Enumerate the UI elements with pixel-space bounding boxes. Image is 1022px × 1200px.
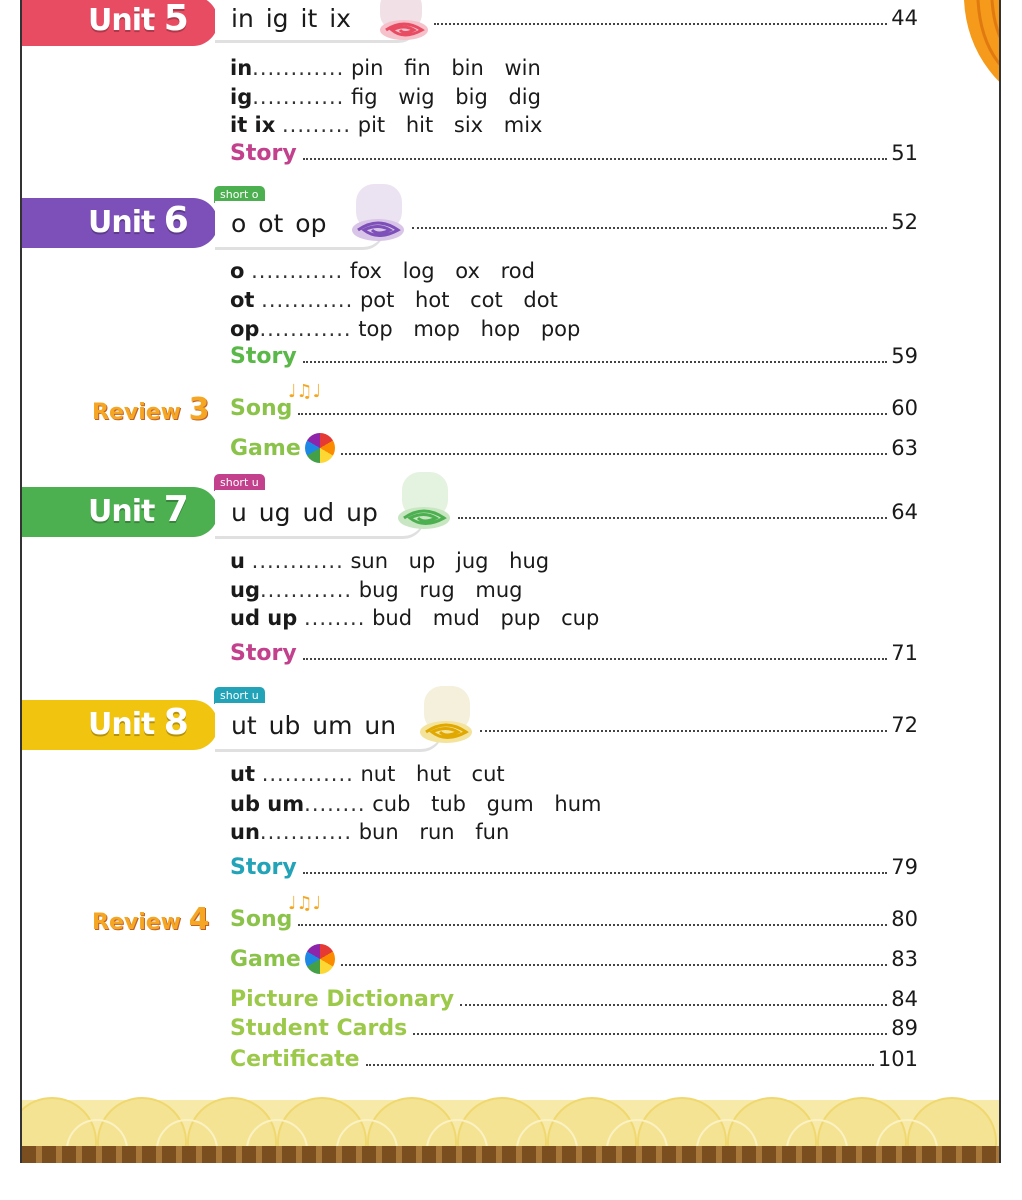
scroll-roll-icon — [416, 686, 476, 748]
unit7-row-2: ug............ bug rug mug — [230, 578, 523, 602]
unit7-toc-line[interactable] — [452, 500, 918, 528]
scroll-roll-icon — [394, 472, 454, 534]
scroll-roll-icon — [376, 0, 432, 44]
table-of-contents-page — [20, 0, 1001, 1163]
unit8-tag: short u — [214, 687, 265, 704]
unit6-toc-line[interactable] — [406, 210, 918, 238]
unit5-banner — [22, 0, 218, 46]
unit6-row-3: op............ top mop hop pop — [230, 317, 581, 341]
unit7-banner — [22, 487, 218, 537]
music-notes-icon: ♩♫♩ — [288, 381, 322, 402]
corner-decoration — [944, 0, 1001, 105]
unit5-row-1: in............ pin fin bin win — [230, 56, 541, 80]
unit6-label: Unit 6 — [88, 200, 188, 241]
unit8-banner — [22, 700, 218, 750]
unit8-label: Unit 8 — [88, 702, 188, 743]
footer-wave-decoration — [22, 1080, 1001, 1146]
unit7-label: Unit 7 — [88, 489, 188, 530]
color-wheel-icon — [305, 433, 335, 463]
review3-game: Game — [230, 436, 301, 461]
unit5-label: Unit 5 — [88, 0, 188, 39]
unit6-page: 52 — [891, 210, 918, 234]
review3-game-line[interactable]: Game 63 — [230, 425, 918, 453]
unit6-tag: short o — [214, 186, 265, 203]
student-cards: Student Cards — [230, 1016, 408, 1041]
unit5-story: Story — [230, 141, 297, 166]
music-notes-icon: ♩♫♩ — [288, 893, 322, 914]
certificate-line[interactable]: Certificate 101 — [230, 1047, 918, 1072]
unit6-title: o ot op — [231, 209, 327, 238]
unit6-row-1: o ............ fox log ox rod — [230, 259, 535, 283]
unit7-title: u ug ud up — [231, 498, 378, 527]
review4-song-line[interactable]: Song 80 — [230, 907, 918, 932]
unit8-story: Story — [230, 855, 297, 880]
unit7-row-3: ud up ........ bud mud pup cup — [230, 606, 600, 630]
unit7-story-line[interactable]: Story 71 — [230, 641, 918, 666]
unit6-row-2: ot ............ pot hot cot dot — [230, 288, 558, 312]
review4-song: Song — [230, 907, 293, 932]
unit8-story-line[interactable]: Story 79 — [230, 855, 918, 880]
color-wheel-icon — [305, 944, 335, 974]
unit6-story: Story — [230, 344, 297, 369]
unit8-page: 72 — [891, 713, 918, 737]
review3-song: Song — [230, 396, 293, 421]
unit8-title: ut ub um un — [231, 711, 397, 740]
student-cards-line[interactable]: Student Cards 89 — [230, 1016, 918, 1041]
unit5-page: 44 — [891, 6, 918, 30]
review4-game-line[interactable]: Game 83 — [230, 936, 918, 964]
certificate: Certificate — [230, 1047, 360, 1072]
unit5-row-2: ig............ fig wig big dig — [230, 85, 541, 109]
review3-label: Review 3 — [92, 392, 210, 427]
unit5-story-line[interactable]: Story 51 — [230, 141, 918, 166]
unit7-story: Story — [230, 641, 297, 666]
unit7-tag: short u — [214, 474, 265, 491]
unit8-toc-line[interactable] — [474, 713, 918, 741]
unit6-story-line[interactable]: Story 59 — [230, 344, 918, 369]
unit5-toc-line[interactable] — [428, 6, 918, 34]
picture-dictionary-line[interactable]: Picture Dictionary 84 — [230, 987, 918, 1012]
review4-label: Review 4 — [92, 902, 210, 937]
unit8-row-3: un............ bun run fun — [230, 820, 510, 844]
unit6-banner — [22, 198, 218, 248]
unit5-row-3: it ix ......... pit hit six mix — [230, 113, 543, 137]
review3-song-line[interactable]: Song 60 — [230, 396, 918, 421]
unit7-page: 64 — [891, 500, 918, 524]
unit8-row-1: ut ............ nut hut cut — [230, 762, 505, 786]
scroll-roll-icon — [348, 184, 408, 246]
unit5-title: in ig it ix — [231, 4, 351, 33]
picture-dictionary: Picture Dictionary — [230, 987, 455, 1012]
unit8-row-2: ub um........ cub tub gum hum — [230, 792, 602, 816]
review4-game: Game — [230, 947, 301, 972]
unit7-row-1: u ............ sun up jug hug — [230, 549, 550, 573]
footer-border-strip — [22, 1146, 1001, 1163]
